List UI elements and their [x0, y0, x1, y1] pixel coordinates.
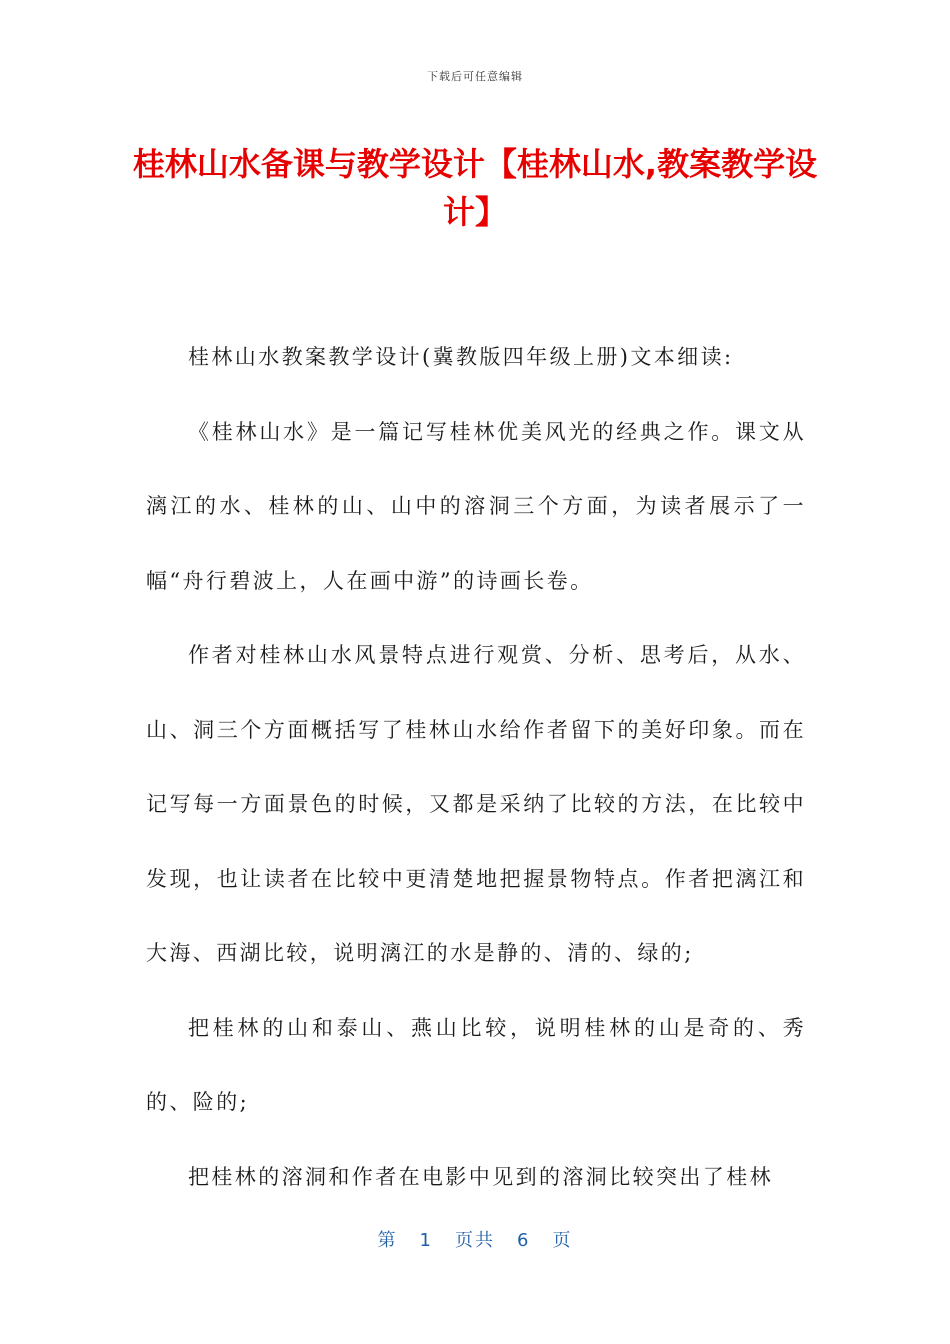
paragraph: 把桂林的山和泰山、燕山比较，说明桂林的山是奇的、秀的、险的;: [146, 1015, 806, 1114]
document-title: 桂林山水备课与教学设计【桂林山水,教案教学设计】: [132, 145, 818, 231]
footer-prefix: 第: [377, 1230, 398, 1251]
paragraph: 桂林山水教案教学设计(冀教版四年级上册)文本细读:: [188, 345, 734, 369]
paragraph: 作者对桂林山水风景特点进行观赏、分析、思考后，从水、山、洞三个方面概括写了桂林山水给作者留下的美好印象。而在记写每一方面景色的时候，又都是采纳了比较的方法，在比较中发现，也让读者在比较中更清楚地把握景物特点。作者把漓江和大海、西湖比较，说明漓江的水是静的、清的、绿的;: [146, 643, 806, 965]
footer-suffix: 页: [552, 1230, 573, 1251]
footer-middle: 页共: [455, 1230, 495, 1251]
paragraph: 《桂林山水》是一篇记写桂林优美风光的经典之作。课文从漓江的水、桂林的山、山中的溶洞三个方面，为读者展示了一幅“舟行碧波上，人在画中游”的诗画长卷。: [146, 419, 806, 593]
header-note: 下载后可任意编辑: [427, 70, 523, 83]
footer-total-pages: 6: [517, 1230, 531, 1251]
paragraph: 把桂林的溶洞和作者在电影中见到的溶洞比较突出了桂林: [188, 1164, 773, 1189]
document-body: [146, 320, 806, 1214]
footer-page-number: 1: [419, 1230, 433, 1251]
page-footer: [0, 1226, 950, 1252]
